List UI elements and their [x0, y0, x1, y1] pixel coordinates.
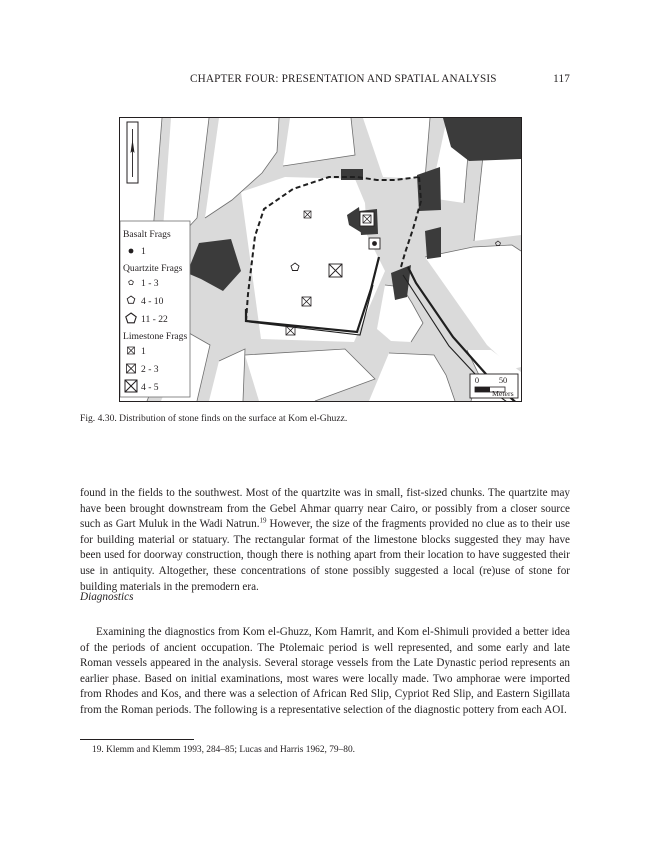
scale-unit: Meters — [492, 389, 514, 398]
site-map-figure — [119, 117, 522, 402]
body-paragraph-1 — [80, 486, 570, 595]
north-arrow — [127, 122, 138, 183]
legend-quartzite-item: 1 - 3 — [141, 278, 159, 289]
legend-quartzite-title: Quartzite Frags — [123, 263, 183, 274]
basalt-dot-icon — [129, 249, 134, 254]
paragraph-text: However, the size of the fragments provided no clue as to their use for building material or statuary. The rectangular format of the limestone blocks suggested they may have been used for doorway construction, though there is nothing apart from their location to have suggested their use in antiquity. Altogether, these concentrations of stone possibly suggested a local (re)use of stone for building materials in the premodern era. — [80, 518, 570, 593]
footnote-divider — [80, 739, 194, 740]
legend-limestone-item: 2 - 3 — [141, 364, 159, 375]
legend-limestone-item: 4 - 5 — [141, 382, 159, 393]
running-header — [80, 73, 570, 89]
section-heading: Diagnostics — [80, 591, 134, 603]
footnote: 19. Klemm and Klemm 1993, 284–85; Lucas and Harris 1962, 79–80. — [92, 745, 355, 755]
legend-quartzite-item: 4 - 10 — [141, 296, 164, 307]
body-paragraph-2 — [80, 625, 570, 719]
chapter-title: CHAPTER FOUR: PRESENTATION AND SPATIAL ANALYSIS — [190, 73, 497, 85]
basalt-marker — [369, 238, 380, 249]
page-number: 117 — [553, 73, 570, 85]
limestone-marker — [360, 212, 374, 226]
legend-basalt-title: Basalt Frags — [123, 229, 171, 240]
legend-limestone-item: 1 — [141, 346, 146, 357]
figure-caption: Fig. 4.30. Distribution of stone finds on the surface at Kom el-Ghuzz. — [80, 413, 348, 424]
footnote-reference[interactable]: 19 — [259, 516, 267, 525]
site-map — [119, 117, 522, 402]
scale-bar — [470, 374, 518, 398]
scale-value: 50 — [498, 376, 508, 385]
legend-basalt-item: 1 — [141, 246, 146, 257]
legend-limestone-title: Limestone Frags — [123, 331, 188, 342]
scale-zero: 0 — [474, 376, 480, 385]
paragraph-text: Examining the diagnostics from Kom el-Ghuzz, Kom Hamrit, and Kom el-Shimuli provided a better idea of the periods of ancient occupation. The Ptolemaic period is well represented, and some early and late Roman vessels appeared in the analysis. Several storage vessels from the Late Dynastic period represents an earlier phase. Based on initial examinations, most wares were locally made. Two amphorae were imported from Rhodes and Kos, and there was a selection of African Red Slip, Cypriot Red Slip, and Eastern Sigillata from the Roman periods. The following is a representative selection of the diagnostic pottery from each AOI. — [80, 626, 570, 716]
map-legend — [120, 221, 190, 397]
legend-quartzite-item: 11 - 22 — [141, 314, 168, 325]
paragraph-text: found in the fields to the southwest. Most of the quartzite was in small, fist-sized chunks. The quartzite may have been brought downstream from the Gebel Ahmar quarry near Cairo, or possibly from a closer source such as Gart Muluk in the Wadi Natrun. — [80, 487, 570, 531]
